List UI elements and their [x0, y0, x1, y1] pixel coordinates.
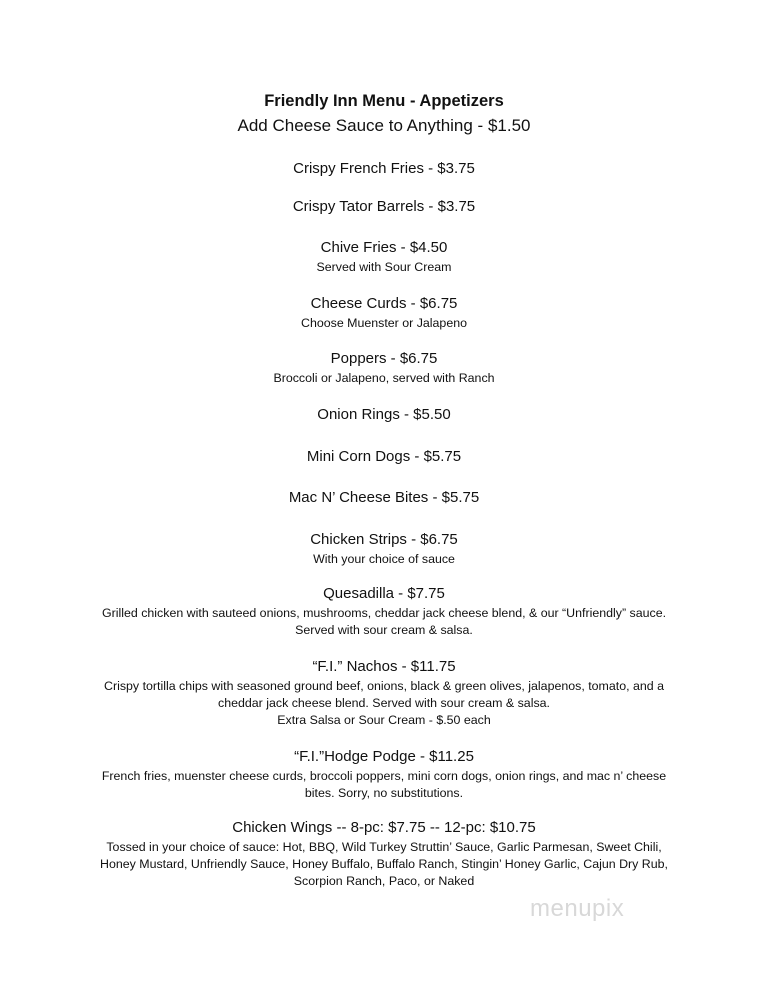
menu-subtitle: Add Cheese Sauce to Anything - $1.50	[237, 116, 531, 135]
item-desc	[0, 768, 768, 802]
item-name: “F.I.” Nachos - $11.75	[312, 658, 456, 675]
menu-title: Friendly Inn Menu - Appetizers	[264, 92, 504, 110]
menu-item-hodge-podge	[0, 748, 768, 802]
item-name: Cheese Curds - $6.75	[310, 295, 458, 312]
item-name: Chicken Wings -- 8-pc: $7.75 -- 12-pc: $10.75	[232, 819, 536, 836]
item-name: Mini Corn Dogs - $5.75	[306, 448, 462, 465]
item-name: Onion Rings - $5.50	[317, 406, 451, 423]
item-name: “F.I.”Hodge Podge - $11.25	[294, 748, 474, 765]
item-desc	[0, 678, 768, 729]
item-name: Crispy Tator Barrels - $3.75	[292, 198, 476, 215]
item-name: Mac N’ Cheese Bites - $5.75	[288, 489, 480, 506]
item-name: Quesadilla - $7.75	[323, 585, 445, 602]
item-desc-line: Extra Salsa or Sour Cream - $.50 each	[277, 713, 491, 727]
item-name: Crispy French Fries - $3.75	[293, 160, 475, 177]
menu-item-chive-fries	[0, 239, 768, 276]
item-name: Poppers - $6.75	[330, 350, 438, 367]
item-desc: Choose Muenster or Jalapeno	[301, 316, 467, 330]
item-desc-line: Crispy tortilla chips with seasoned ground beef, onions, black & green olives, jalapenos, tomato, and a	[104, 679, 664, 693]
menu-item-poppers	[0, 350, 768, 387]
item-desc	[0, 839, 768, 890]
menu-item-mini-corn-dogs	[0, 448, 768, 466]
item-desc	[0, 605, 768, 639]
item-desc: Broccoli or Jalapeno, served with Ranch	[273, 371, 495, 385]
menu-item-cheese-curds	[0, 295, 768, 332]
menu-item-chicken-wings	[0, 819, 768, 890]
menu-item-tator-barrels	[0, 198, 768, 216]
item-desc-line: French fries, muenster cheese curds, broccoli poppers, mini corn dogs, onion rings, and mac n’ cheese	[101, 769, 667, 783]
item-desc-line: cheddar jack cheese blend. Served with sour cream & salsa.	[218, 696, 550, 710]
item-desc-line: Honey Mustard, Unfriendly Sauce, Honey Buffalo, Buffalo Ranch, Stingin’ Honey Garlic, Cajun Dry Rub,	[100, 857, 668, 871]
item-desc-line: Grilled chicken with sauteed onions, mushrooms, cheddar jack cheese blend, & our “Unfriendly” sauce.	[101, 606, 667, 620]
item-desc: With your choice of sauce	[313, 552, 455, 566]
menu-item-mac-cheese-bites	[0, 489, 768, 507]
item-name: Chicken Strips - $6.75	[310, 531, 458, 548]
watermark-logo: menupix	[530, 895, 625, 922]
item-desc-line: Served with sour cream & salsa.	[295, 623, 473, 637]
item-desc-line: Scorpion Ranch, Paco, or Naked	[293, 874, 475, 888]
menu-item-nachos	[0, 658, 768, 729]
item-desc-line: bites. Sorry, no substitutions.	[304, 786, 464, 800]
item-desc-line: Tossed in your choice of sauce: Hot, BBQ, Wild Turkey Struttin’ Sauce, Garlic Parmesan, Sweet Chili,	[106, 840, 662, 854]
menu-item-chicken-strips	[0, 531, 768, 568]
item-desc: Served with Sour Cream	[316, 260, 452, 274]
item-name: Chive Fries - $4.50	[320, 239, 448, 256]
menu-item-onion-rings	[0, 406, 768, 424]
menu-item-quesadilla	[0, 585, 768, 639]
menu-item-french-fries	[0, 160, 768, 178]
